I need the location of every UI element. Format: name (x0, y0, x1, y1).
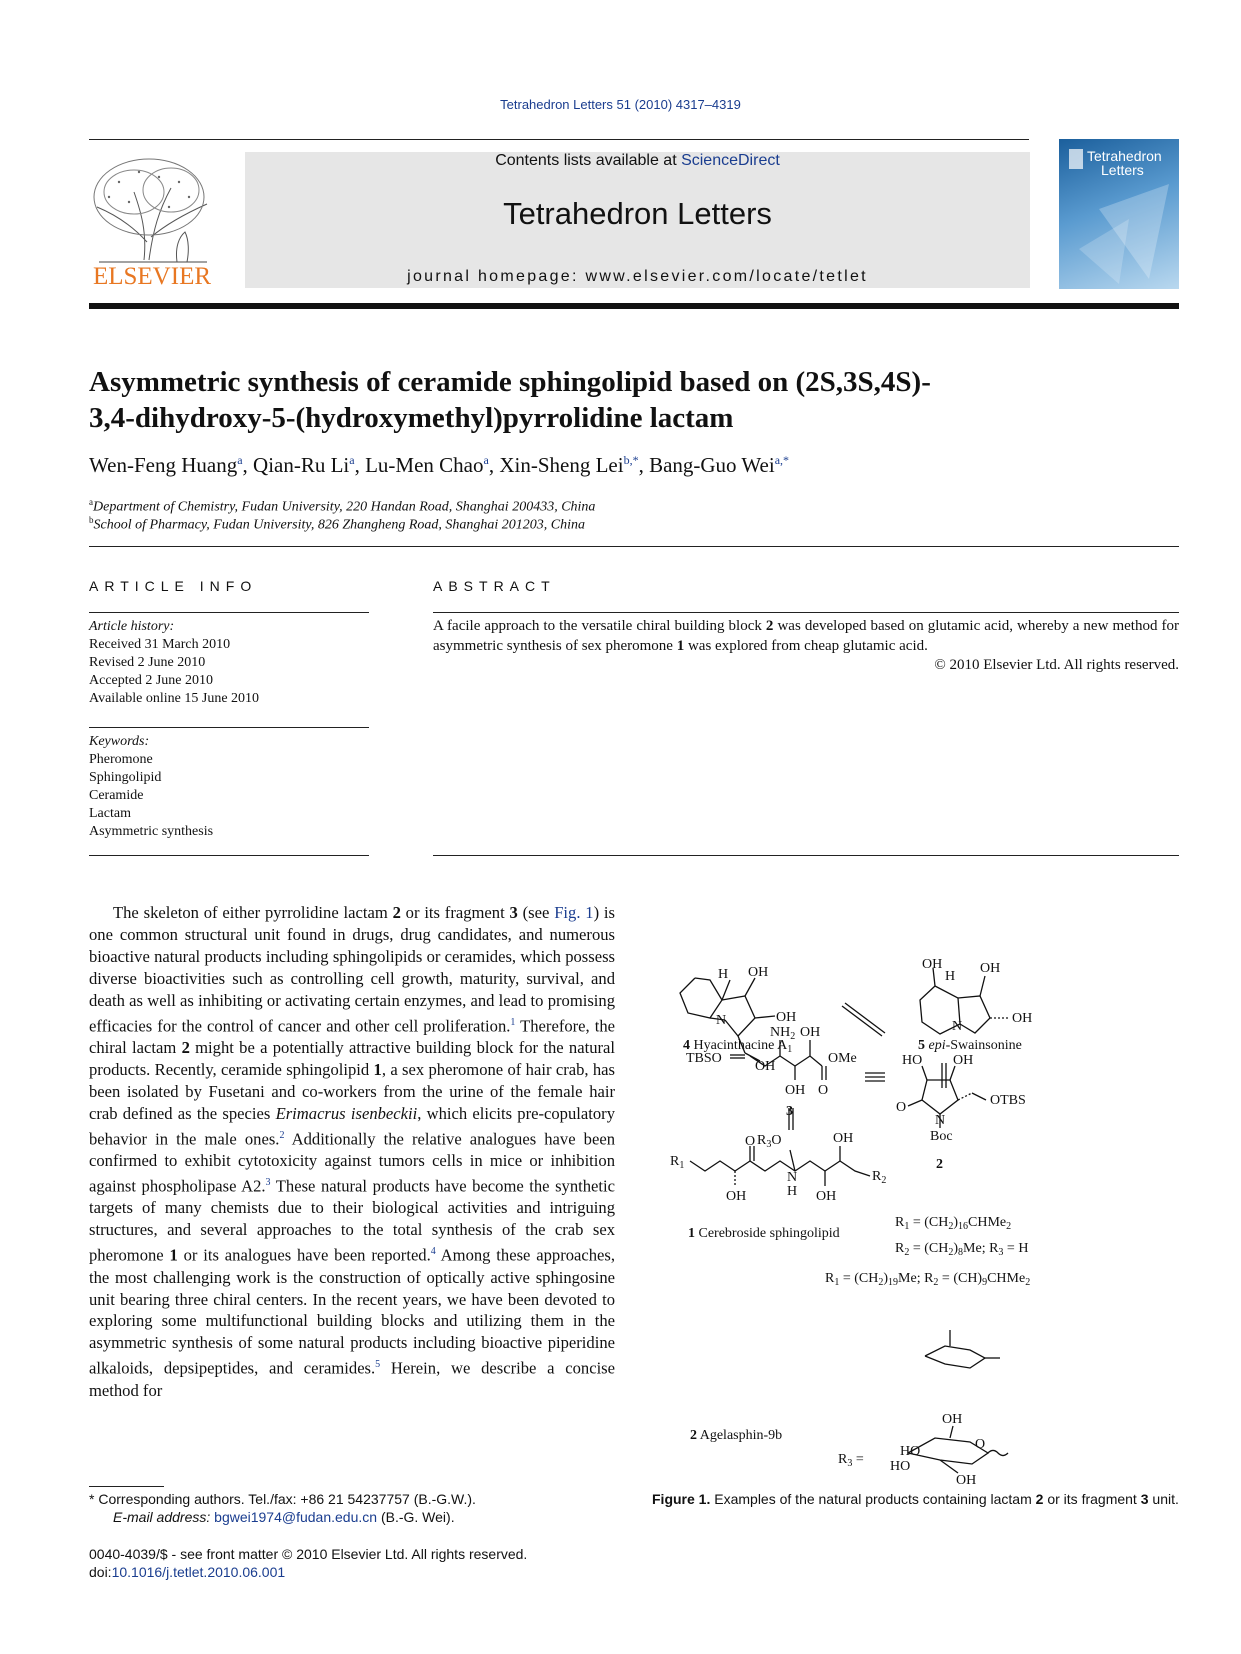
struct-label: OH (1012, 1011, 1033, 1026)
author-affil-sup[interactable]: a (483, 453, 489, 467)
struct-label: OTBS (990, 1093, 1026, 1108)
history-label: Article history: (89, 619, 175, 634)
citation-link[interactable]: 4 (430, 1246, 436, 1258)
affiliation-text: School of Pharmacy, Fudan University, 826 Zhangheng Road, Shanghai 201203, China (93, 517, 586, 533)
struct-label: O (975, 1437, 986, 1452)
footnote-text: Corresponding authors. Tel./fax: +86 21 54237757 (B.-G.W.). (94, 1491, 476, 1507)
abstract-rule (433, 612, 1179, 613)
compound-ref: 2 (181, 1037, 190, 1057)
struct-label: HO (890, 1459, 911, 1474)
body-text-part: Therefore, the chiral lactam (89, 1016, 615, 1057)
caption-text: or its fragment (1043, 1491, 1141, 1507)
struct-label: H (718, 967, 729, 982)
affiliation-sup: a (89, 497, 93, 507)
footnote-star: * (89, 1491, 95, 1507)
author-affil-sup[interactable]: b,* (623, 453, 639, 467)
struct-label: OH (942, 1412, 963, 1427)
ceramide-chain (690, 1161, 870, 1176)
citation-link[interactable]: 2 (279, 1129, 285, 1141)
compound-ref: 3 (1140, 1491, 1149, 1507)
struct-label: OH (755, 1059, 776, 1074)
lactam-2-ring (922, 1080, 958, 1114)
affiliation-text: Department of Chemistry, Fudan University, 220 Handan Road, Shanghai 200433, China (93, 499, 596, 515)
author-list: Wen-Feng Huang$^a$, Qian-Ru Li$^a$, Lu-Men Chao$^a$, Xin-Sheng Lei$^{b,*}$, Bang-Guo Wei$^{a,*}$ (89, 453, 790, 477)
footnote-rule (89, 1486, 164, 1487)
compound-ref: 2 (392, 903, 401, 922)
figure-caption (652, 1490, 1179, 1508)
agelasphin-label: 2 Agelasphin-9b (690, 1428, 783, 1443)
history-item: Available online 15 June 2010 (89, 691, 260, 706)
compound-4-label: 4 Hyacinthacine $A_1$ (683, 1038, 793, 1055)
body-text-part: Herein, we describe a concise method for (89, 1358, 615, 1400)
struct-label: OH (726, 1189, 747, 1204)
struct-label: OH (953, 1053, 974, 1068)
retro-arrow (845, 1003, 885, 1033)
author-name: Lu-Men Chao (365, 453, 484, 477)
struct-label: $R_2$ (872, 1169, 887, 1186)
history-item: Accepted 2 June 2010 (89, 673, 214, 688)
compound-3-label: 3 (786, 1104, 793, 1119)
struct-label: N (952, 1019, 963, 1034)
cover-graphic (1059, 139, 1179, 289)
info-bottom-rule (89, 855, 369, 856)
author-name: Wen-Feng Huang (89, 453, 238, 477)
author-affil-sup[interactable]: a (349, 453, 355, 467)
struct-label: N (716, 1013, 727, 1028)
email-label: E-mail address: (113, 1509, 215, 1525)
citation-link[interactable]: 5 (375, 1359, 381, 1371)
struct-label: H (787, 1184, 798, 1199)
struct-label: HO (900, 1444, 921, 1459)
body-text-part: or its fragment (400, 903, 510, 922)
body-text-part: Additionally the relative analogues have been confirmed to exhibit cytotoxicity against tumors cells in mice or inhibition against phospholipase A2. (89, 1129, 615, 1196)
struct-label: Boc (930, 1129, 953, 1144)
author-name: Bang-Guo Wei (649, 453, 775, 477)
anomeric-wavy-bond (988, 1451, 1008, 1456)
struct-label: OH (800, 1025, 821, 1040)
struct-label: OH (833, 1131, 854, 1146)
caption-text: unit. (1148, 1491, 1179, 1507)
article-history (89, 618, 259, 708)
author-affil-sup[interactable]: a,* (774, 453, 790, 467)
compound-5-label: 5 epi-Swainsonine (918, 1038, 1022, 1053)
abstract-heading: ABSTRACT (433, 578, 556, 594)
header-rule (89, 139, 1029, 140)
front-matter (89, 1545, 527, 1581)
keywords-label: Keywords: (89, 734, 150, 749)
keywords-rule (89, 727, 369, 728)
body-text-part: might be a potentially attractive building block for the natural products. Recently, ceramide sphingolipid (89, 1037, 615, 1079)
compound-1-label: 1 Cerebroside sphingolipid (688, 1226, 840, 1241)
struct-label: $R_1$ (670, 1154, 685, 1171)
figure-link[interactable]: Fig. 1 (554, 903, 594, 922)
caption-text: Examples of the natural products containing lactam (710, 1491, 1036, 1507)
journal-homepage[interactable]: journal homepage: www.elsevier.com/locate/tetlet (407, 268, 868, 285)
title-line2: 3,4-dihydroxy-5-(hydroxymethyl)pyrrolidine lactam (89, 402, 734, 434)
journal-name: Tetrahedron Letters (503, 196, 772, 231)
author-affil-sup[interactable]: a (237, 453, 243, 467)
front-matter-line: 0040-4039/$ - see front matter © 2010 Elsevier Ltd. All rights reserved. (89, 1546, 528, 1562)
struct-label: $NH_2$ (770, 1025, 796, 1042)
struct-label: OH (748, 965, 769, 980)
cover-title-line2: Letters (1101, 162, 1144, 178)
hyacinthacine-ring2 (722, 996, 755, 1036)
citation-link[interactable]: 1 (510, 1016, 516, 1028)
struct-label: H (945, 969, 956, 984)
struct-label: N (935, 1113, 946, 1128)
abstract-bottom-rule (433, 855, 1179, 856)
galactose-ring (925, 1346, 985, 1368)
body-text-part: ) is one common structural unit found in drugs, drug candidates, and numerous bioactive natural products including sphingolipids or ceramides, which possess diverse bioactivities such as controlling cell growth, maturity, survival, and death as well as inhibiting or activating certain enzymes, and lead to promising efficacies for the control of cancer and other cell proliferation. (89, 903, 616, 1036)
compound-ref: 2 (765, 618, 774, 634)
author-name: Xin-Sheng Lei (499, 453, 624, 477)
abstract-part: A facile approach to the versatile chiral building block (433, 618, 766, 634)
article-info-heading: ARTICLE INFO (89, 578, 258, 594)
history-item: Received 31 March 2010 (89, 637, 231, 652)
struct-label: N (787, 1170, 798, 1185)
title-line1: Asymmetric synthesis of ceramide sphingolipid based on (2S,3S,4S)- (89, 366, 931, 398)
journal-cover (1059, 139, 1179, 289)
affiliation-rule (89, 546, 1179, 547)
abstract-copyright: © 2010 Elsevier Ltd. All rights reserved. (934, 657, 1179, 673)
keyword-item: Lactam (89, 806, 131, 821)
body-text-part: or its analogues have been reported. (177, 1245, 431, 1265)
article-info-rule (89, 612, 369, 613)
hyacinthacine-ring (680, 978, 722, 1018)
abstract-part: was explored from cheap glutamic acid. (684, 638, 928, 654)
keyword-item: Sphingolipid (89, 770, 162, 785)
figure-1-structures (650, 918, 1179, 1488)
r-group-def: $R_2 = (CH_2)_8Me$; $R_3 = H$ (895, 1241, 1029, 1258)
struct-label: OH (776, 1010, 797, 1025)
keywords (89, 733, 213, 841)
body-text-part: These natural products have become the synthetic targets of many chemists due to their biological activities and intriguing structures, and several approaches to the total synthesis of the crab sex pheromone (89, 1176, 615, 1265)
corresponding-footnote (89, 1490, 476, 1526)
body-text-part: Among these approaches, the most challenging work is the construction of optically active sphingosine unit bearing three chiral centers. In the recent years, we have been devoted to exploring some multifunctional building blocks and utilizing them in the asymmetric synthesis of some natural products including bioactive piperidine alkaloids, depsipeptides, and ceramides. (89, 1245, 616, 1378)
author-name: Qian-Ru Li (253, 453, 350, 477)
email-suffix: (B.-G. Wei). (377, 1509, 455, 1525)
affiliation-a (89, 497, 595, 516)
body-text-part: , which elicits pre-copulatory behavior in the male ones. (89, 1103, 615, 1149)
citation-link[interactable]: 3 (265, 1176, 271, 1188)
struct-label: OH (922, 957, 943, 972)
struct-label: TBSO (686, 1051, 722, 1066)
r3-label: $R_3$ = (838, 1452, 864, 1469)
swainsonine-ring2 (958, 996, 990, 1033)
struct-label: O (745, 1134, 756, 1149)
body-text-part: , a sex pheromone of hair crab, has been isolated by Fusetani and co-workers from the urine of the female hair crab defined as the species (89, 1059, 616, 1123)
journal-citation[interactable]: Tetrahedron Letters 51 (2010) 4317–4319 (500, 97, 741, 112)
struct-label: O (818, 1083, 829, 1098)
contents-prefix: Contents lists available at (495, 152, 682, 169)
struct-label: OH (980, 961, 1001, 976)
email-link[interactable]: bgwei1974@fudan.edu.cn (214, 1509, 378, 1525)
compound-ref: 1 (169, 1245, 178, 1265)
article-title (89, 364, 1179, 436)
struct-label: HO (902, 1053, 923, 1068)
r-group-def: $R_1 = (CH_2)_{19}Me$; $R_2$ = $(CH)_9CHMe_2$ (825, 1271, 1031, 1288)
keyword-item: Asymmetric synthesis (89, 824, 214, 839)
abstract-part: was developed based on glutamic acid, whereby a new method for asymmetric synthesis of sex pheromone (433, 618, 1179, 654)
compound-ref: 1 (373, 1059, 382, 1079)
keyword-item: Ceramide (89, 788, 144, 803)
struct-label: OMe (828, 1051, 857, 1066)
struct-label: OH (816, 1189, 837, 1204)
body-text-part: The skeleton of either pyrrolidine lactam (113, 903, 393, 922)
history-item: Revised 2 June 2010 (89, 655, 206, 670)
publisher-wordmark: ELSEVIER (92, 263, 212, 290)
keyword-item: Pheromone (89, 752, 153, 767)
sciencedirect-link[interactable]: ScienceDirect (681, 152, 780, 169)
doi-link[interactable]: 10.1016/j.tetlet.2010.06.001 (111, 1564, 286, 1580)
contents-line (245, 152, 1030, 170)
species-name: Erimacrus isenbeckii (275, 1103, 418, 1123)
header-thick-rule (89, 303, 1179, 309)
compound-2-label: 2 (936, 1157, 943, 1172)
r-group-def: $R_1$ = $(CH_2)_{16}CHMe_2$ (895, 1215, 1012, 1232)
affiliation-b (89, 515, 585, 534)
body-text-part: (see (517, 903, 555, 922)
compound-ref: 1 (676, 638, 685, 654)
doi-label: doi: (89, 1564, 112, 1580)
struct-label: O (896, 1100, 907, 1115)
cover-title-line1: Tetrahedron (1087, 148, 1162, 164)
struct-label: $R_3O$ (757, 1133, 782, 1150)
compound-ref: 2 (1035, 1491, 1044, 1507)
abstract-text (433, 616, 1179, 656)
affiliation-sup: b (89, 515, 94, 525)
compound-ref: 3 (509, 903, 518, 922)
body-paragraph (89, 902, 615, 1402)
struct-label: OH (785, 1083, 806, 1098)
caption-label: Figure 1. (652, 1491, 711, 1507)
struct-label: OH (956, 1473, 977, 1488)
